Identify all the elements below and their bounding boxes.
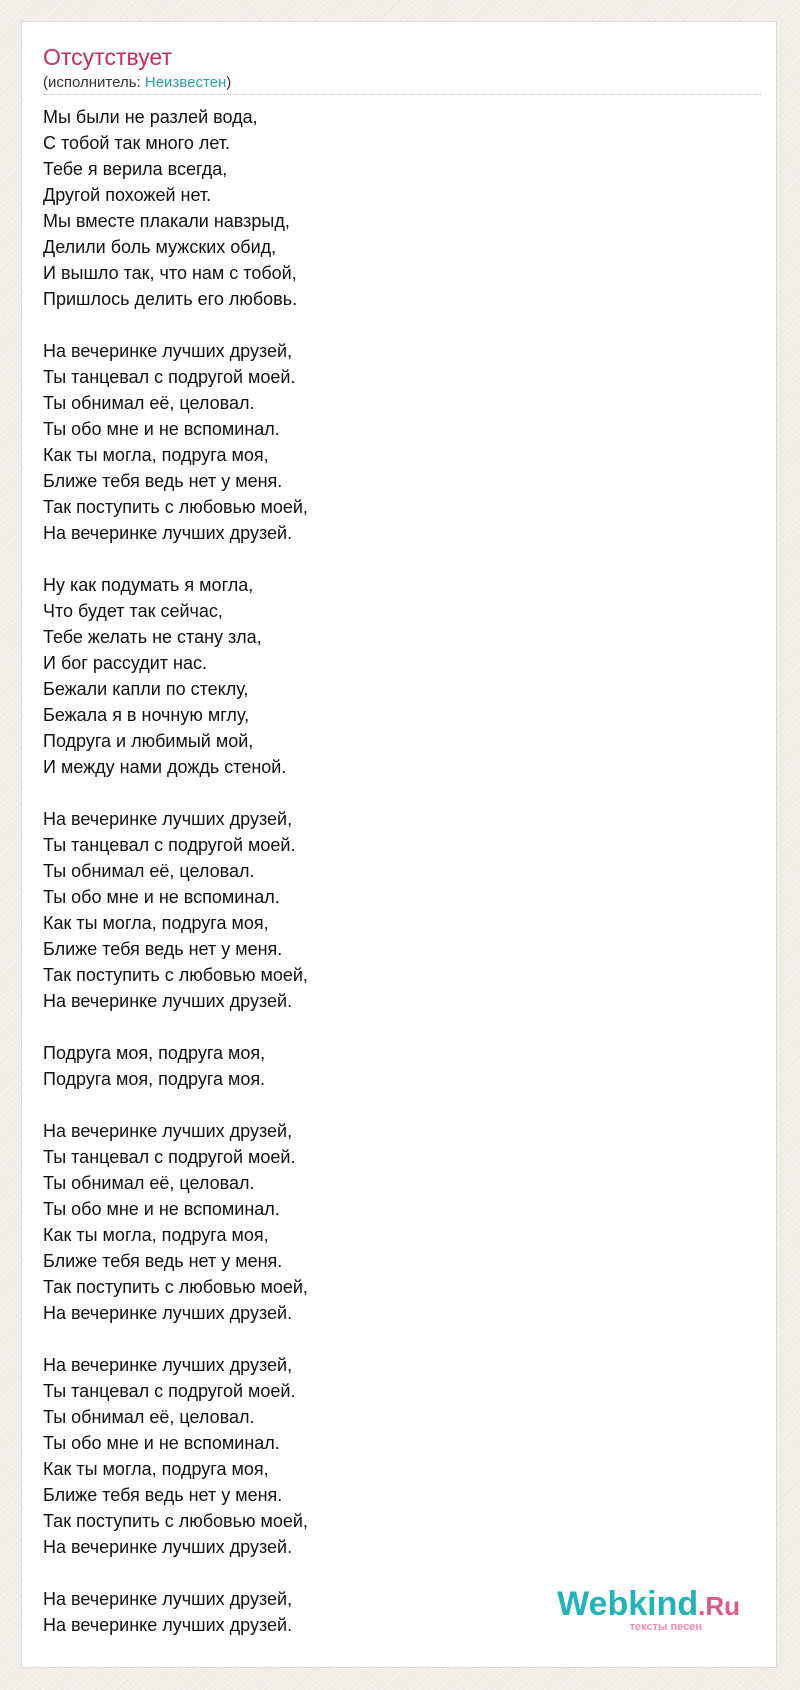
lyrics-line: Бежали капли по стеклу,: [43, 679, 249, 699]
logo-wordmark: [540, 1587, 740, 1623]
lyrics-line: И между нами дождь стеной.: [43, 757, 287, 777]
lyrics-line: Подруга моя, подруга моя,: [43, 1043, 266, 1063]
lyrics-line: Ближе тебя ведь нет у меня.: [43, 1251, 283, 1271]
lyrics-line: Так поступить с любовью моей,: [43, 965, 308, 985]
lyrics-line: Ты обнимал её, целовал.: [43, 1407, 255, 1427]
artist-suffix: ): [226, 74, 232, 91]
lyrics-line: Ты обо мне и не вспоминал.: [43, 419, 280, 439]
lyrics-line: Как ты могла, подруга моя,: [43, 1459, 269, 1479]
lyrics-line: Что будет так сейчас,: [43, 601, 223, 621]
lyrics-line: Пришлось делить его любовь.: [43, 289, 298, 309]
lyrics-line: Ты танцевал с подругой моей.: [43, 1381, 296, 1401]
lyrics-line: На вечеринке лучших друзей,: [43, 341, 293, 361]
lyrics-line: Тебе я верила всегда,: [43, 159, 228, 179]
artist-line: [43, 73, 231, 93]
lyrics-line: Ты обо мне и не вспоминал.: [43, 1433, 280, 1453]
lyrics-stanza: [43, 806, 743, 1014]
lyrics-line: Ближе тебя ведь нет у меня.: [43, 1485, 283, 1505]
lyrics-line: И вышло так, что нам с тобой,: [43, 263, 297, 283]
lyrics-line: Так поступить с любовью моей,: [43, 1277, 308, 1297]
title-divider: [43, 94, 761, 95]
logo-tld: .Ru: [698, 1591, 740, 1621]
logo-tagline: тексты песен: [629, 1621, 702, 1633]
lyrics-line: Ты обо мне и не вспоминал.: [43, 1199, 280, 1219]
lyrics-line: На вечеринке лучших друзей,: [43, 1589, 293, 1609]
lyrics-card: [21, 21, 777, 1668]
lyrics-line: Ты танцевал с подругой моей.: [43, 835, 296, 855]
lyrics-line: На вечеринке лучших друзей.: [43, 1303, 293, 1323]
lyrics-stanza: [43, 1118, 743, 1326]
lyrics-line: Другой похожей нет.: [43, 185, 212, 205]
lyrics-line: Так поступить с любовью моей,: [43, 497, 308, 517]
lyrics-line: Подруга моя, подруга моя.: [43, 1069, 266, 1089]
lyrics-line: Ты танцевал с подругой моей.: [43, 367, 296, 387]
lyrics-line: Мы вместе плакали навзрыд,: [43, 211, 290, 231]
lyrics-line: На вечеринке лучших друзей.: [43, 1537, 293, 1557]
lyrics-line: Ну как подумать я могла,: [43, 575, 254, 595]
lyrics-line: Бежала я в ночную мглу,: [43, 705, 250, 725]
webkind-logo[interactable]: [540, 1587, 740, 1637]
lyrics-line: На вечеринке лучших друзей.: [43, 523, 293, 543]
lyrics-line: Ближе тебя ведь нет у меня.: [43, 471, 283, 491]
lyrics-line: На вечеринке лучших друзей.: [43, 1615, 293, 1635]
lyrics-line: На вечеринке лучших друзей.: [43, 991, 293, 1011]
lyrics-stanza: [43, 1040, 743, 1092]
lyrics-stanza: [43, 338, 743, 546]
lyrics-stanza: [43, 572, 743, 780]
lyrics-line: С тобой так много лет.: [43, 133, 231, 153]
lyrics-line: Как ты могла, подруга моя,: [43, 913, 269, 933]
lyrics-line: На вечеринке лучших друзей,: [43, 1355, 293, 1375]
lyrics-line: Ты танцевал с подругой моей.: [43, 1147, 296, 1167]
lyrics-line: Ты обо мне и не вспоминал.: [43, 887, 280, 907]
logo-name: Webkind: [557, 1585, 699, 1623]
lyrics-line: На вечеринке лучших друзей,: [43, 809, 293, 829]
artist-link[interactable]: Неизвестен: [144, 74, 227, 91]
lyrics-line: И бог рассудит нас.: [43, 653, 208, 673]
lyrics-stanza: [43, 104, 743, 312]
lyrics-line: Ты обнимал её, целовал.: [43, 861, 255, 881]
lyrics-line: Делили боль мужских обид,: [43, 237, 277, 257]
lyrics-line: Как ты могла, подруга моя,: [43, 445, 269, 465]
song-title: Отсутствует: [43, 44, 172, 70]
lyrics-line: Ближе тебя ведь нет у меня.: [43, 939, 283, 959]
lyrics-line: Как ты могла, подруга моя,: [43, 1225, 269, 1245]
lyrics-line: Мы были не разлей вода,: [43, 107, 258, 127]
lyrics-line: Ты обнимал её, целовал.: [43, 393, 255, 413]
lyrics-line: Тебе желать не стану зла,: [43, 627, 262, 647]
lyrics-stanza: [43, 1352, 743, 1560]
lyrics-line: На вечеринке лучших друзей,: [43, 1121, 293, 1141]
lyrics-line: Так поступить с любовью моей,: [43, 1511, 308, 1531]
artist-prefix: (исполнитель:: [43, 74, 145, 91]
lyrics-line: Подруга и любимый мой,: [43, 731, 254, 751]
lyrics-line: Ты обнимал её, целовал.: [43, 1173, 255, 1193]
lyrics-body: [43, 104, 743, 1664]
